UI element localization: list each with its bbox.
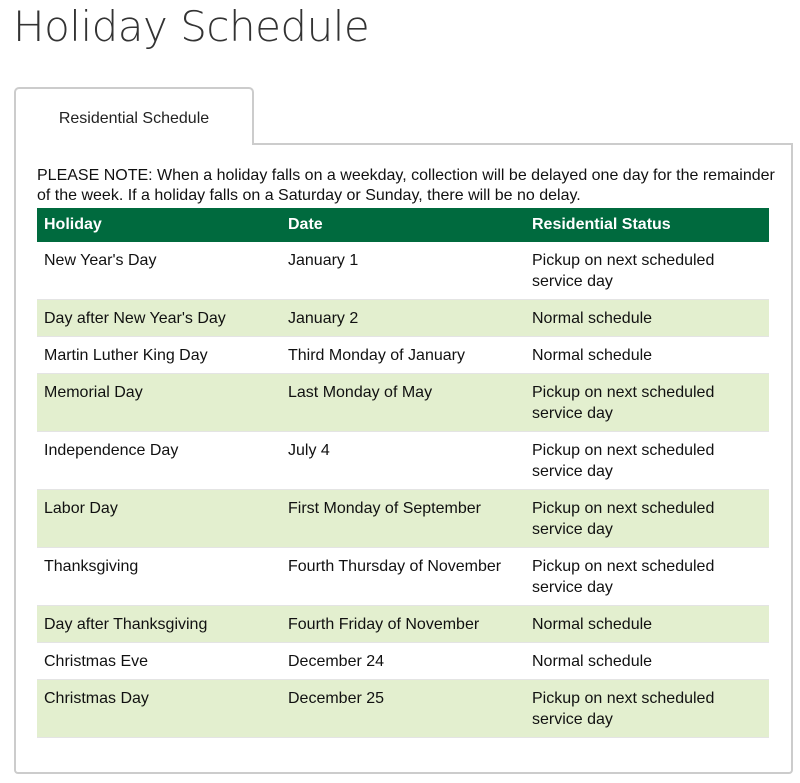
cell-date: January 1 (281, 242, 525, 300)
cell-date: December 24 (281, 643, 525, 680)
table-row (37, 490, 769, 548)
cell-status: Normal schedule (525, 300, 769, 337)
cell-holiday: Christmas Day (37, 680, 281, 738)
column-header-holiday: Holiday (37, 208, 281, 242)
cell-status: Pickup on next scheduled service day (525, 242, 769, 300)
holiday-table (37, 208, 769, 738)
cell-holiday: Martin Luther King Day (37, 337, 281, 374)
cell-date: Last Monday of May (281, 374, 525, 432)
cell-date: December 25 (281, 680, 525, 738)
column-header-status: Residential Status (525, 208, 769, 242)
column-header-date: Date (281, 208, 525, 242)
table-row (37, 643, 769, 680)
cell-date: First Monday of September (281, 490, 525, 548)
cell-status: Pickup on next scheduled service day (525, 490, 769, 548)
table-row (37, 432, 769, 490)
cell-holiday: Independence Day (37, 432, 281, 490)
cell-status: Normal schedule (525, 337, 769, 374)
cell-holiday: Labor Day (37, 490, 281, 548)
table-row (37, 606, 769, 643)
cell-date: Fourth Thursday of November (281, 548, 525, 606)
cell-date: July 4 (281, 432, 525, 490)
cell-holiday: Day after New Year's Day (37, 300, 281, 337)
table-row (37, 374, 769, 432)
table-row (37, 337, 769, 374)
cell-date: January 2 (281, 300, 525, 337)
cell-holiday: Memorial Day (37, 374, 281, 432)
note-text: PLEASE NOTE: When a holiday falls on a weekday, collection will be delayed one day for the remainder of the week. If a holiday falls on a Saturday or Sunday, there will be no delay. (37, 167, 775, 204)
tab-residential-schedule[interactable]: Residential Schedule (14, 87, 254, 145)
table-row (37, 242, 769, 300)
cell-status: Pickup on next scheduled service day (525, 432, 769, 490)
cell-status: Pickup on next scheduled service day (525, 548, 769, 606)
table-row (37, 300, 769, 337)
table-row (37, 680, 769, 738)
cell-status: Normal schedule (525, 643, 769, 680)
cell-status: Normal schedule (525, 606, 769, 643)
cell-holiday: Thanksgiving (37, 548, 281, 606)
cell-date: Third Monday of January (281, 337, 525, 374)
page-title: Holiday Schedule (13, 2, 370, 51)
cell-date: Fourth Friday of November (281, 606, 525, 643)
cell-holiday: Christmas Eve (37, 643, 281, 680)
cell-status: Pickup on next scheduled service day (525, 374, 769, 432)
cell-status: Pickup on next scheduled service day (525, 680, 769, 738)
table-row (37, 548, 769, 606)
cell-holiday: New Year's Day (37, 242, 281, 300)
cell-holiday: Day after Thanksgiving (37, 606, 281, 643)
